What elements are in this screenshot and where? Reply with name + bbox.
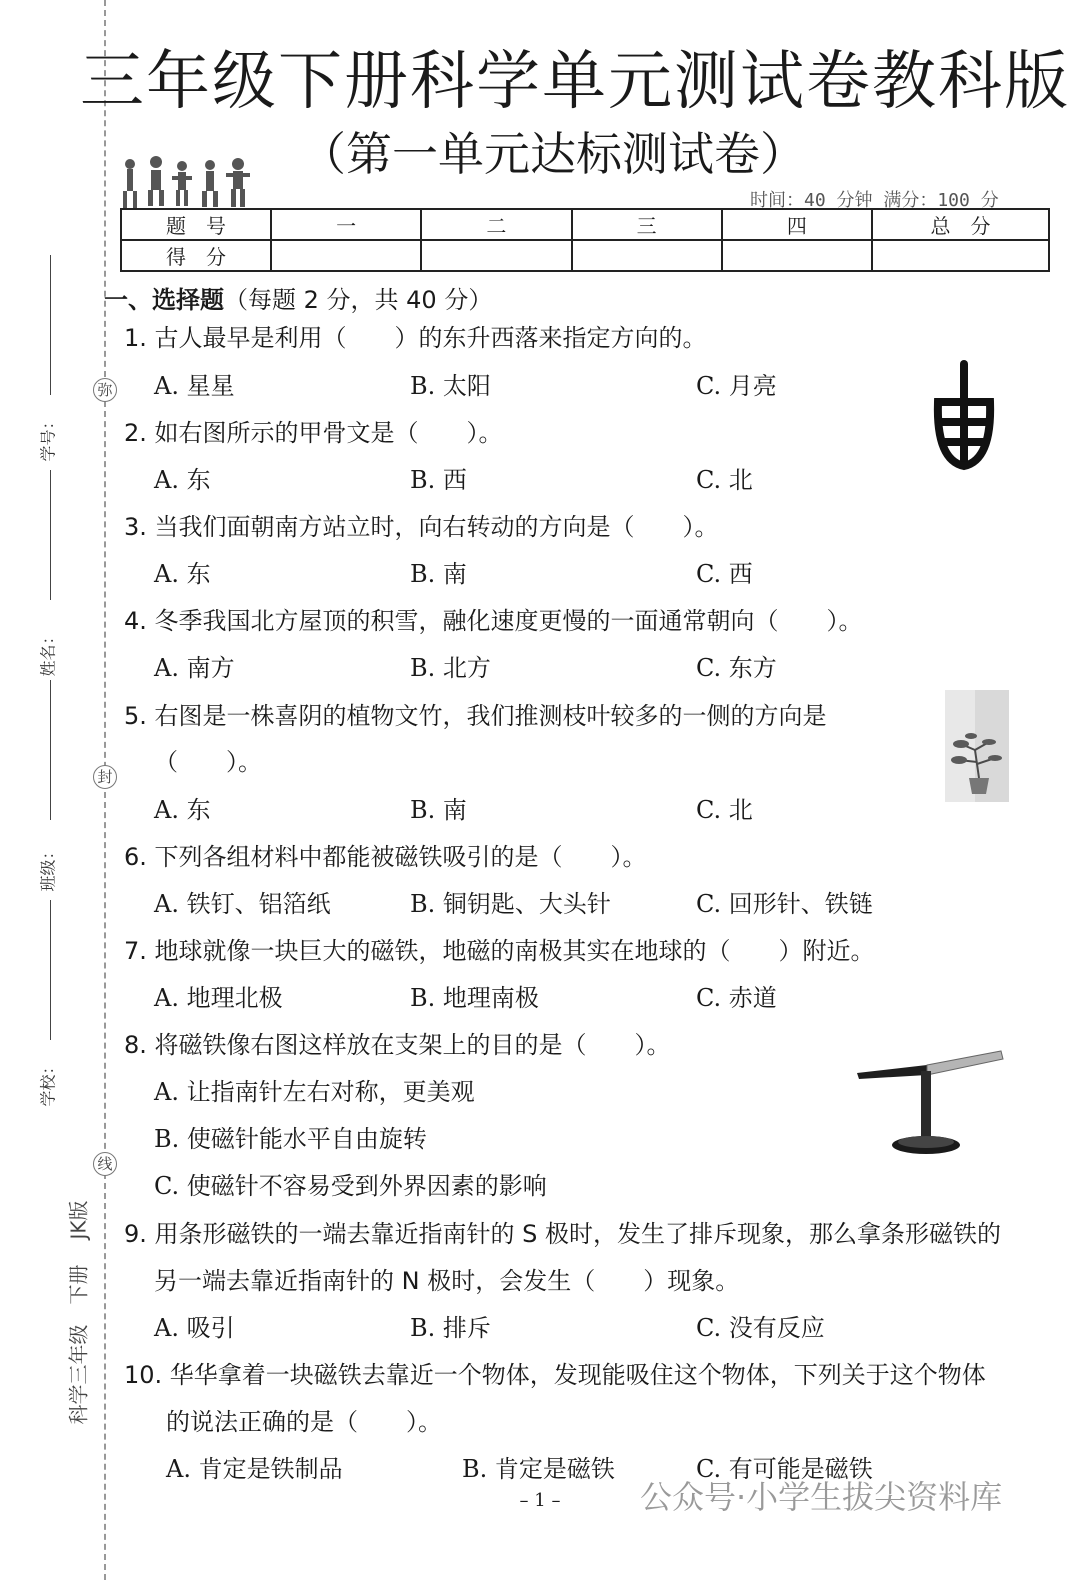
question-9-line2: 另一端去靠近指南针的 N 极时，会发生（ ）现象。: [154, 1267, 740, 1295]
q2-option-a: A. 东: [154, 466, 211, 494]
decorative-figures-icon: [118, 156, 253, 212]
score-header-2: 二: [421, 209, 571, 240]
q2-option-b: B. 西: [410, 466, 467, 494]
q5-option-a: A. 东: [154, 796, 211, 824]
score-cell-1[interactable]: [271, 240, 421, 271]
q4-option-c: C. 东方: [696, 654, 777, 682]
q1-option-c: C. 月亮: [696, 372, 777, 400]
seal-feng: 封: [93, 765, 117, 789]
q3-option-a: A. 东: [154, 560, 211, 588]
q5-option-c: C. 北: [696, 796, 753, 824]
section-note: （每题 2 分，共 40 分）: [224, 286, 493, 314]
field-line-id: [50, 255, 51, 395]
q1-option-a: A. 星星: [154, 372, 235, 400]
score-header-total: 总 分: [872, 209, 1049, 240]
score-cell-2[interactable]: [421, 240, 571, 271]
q6-option-a: A. 铁钉、铝箔纸: [154, 890, 331, 918]
book-tag-jk: JK版: [66, 1200, 91, 1240]
score-header-3: 三: [572, 209, 722, 240]
page-subtitle: （第一单元达标测试卷）: [300, 127, 806, 181]
field-school: 学校：: [38, 1058, 58, 1107]
plant-photo-icon: [945, 690, 1009, 802]
magnetic-needle-stand-icon: [855, 1045, 1005, 1165]
question-4: 4. 冬季我国北方屋顶的积雪，融化速度更慢的一面通常朝向（ ）。: [124, 607, 863, 635]
book-tag-volume: 下册: [66, 1264, 91, 1305]
question-3: 3. 当我们面朝南方站立时，向右转动的方向是（ ）。: [124, 513, 719, 541]
q10-option-a: A. 肯定是铁制品: [166, 1455, 343, 1483]
book-tag-subject: 科学三年级: [66, 1324, 91, 1425]
q9-option-b: B. 排斥: [410, 1314, 491, 1342]
q9-option-a: A. 吸引: [154, 1314, 235, 1342]
question-10: 10. 华华拿着一块磁铁去靠近一个物体，发现能吸住这个物体，下列关于这个物体: [124, 1361, 986, 1389]
q8-option-c: C. 使磁针不容易受到外界因素的影响: [154, 1172, 547, 1200]
q4-option-b: B. 北方: [410, 654, 491, 682]
field-line-name: [50, 470, 51, 600]
q4-option-a: A. 南方: [154, 654, 235, 682]
score-header-4: 四: [722, 209, 872, 240]
field-line-school: [50, 900, 51, 1040]
oracle-bone-glyph-icon: [928, 360, 1000, 474]
field-line-class: [50, 680, 51, 820]
q6-option-b: B. 铜钥匙、大头针: [410, 890, 611, 918]
section-heading: [104, 280, 492, 315]
binding-line: [104, 0, 106, 1580]
question-7: 7. 地球就像一块巨大的磁铁，地磁的南极其实在地球的（ ）附近。: [124, 937, 875, 965]
score-row-label: 得 分: [121, 240, 271, 271]
watermark: 公众号·小学生拔尖资料库: [640, 1478, 1003, 1516]
q7-option-c: C. 赤道: [696, 984, 777, 1012]
page-title: 三年级下册科学单元测试卷教科版: [80, 45, 1070, 119]
q10-option-c: C. 有可能是磁铁: [696, 1455, 873, 1483]
question-10-line2: 的说法正确的是（ ）。: [166, 1408, 442, 1436]
q8-option-b: B. 使磁针能水平自由旋转: [154, 1125, 427, 1153]
q9-option-c: C. 没有反应: [696, 1314, 825, 1342]
score-cell-3[interactable]: [572, 240, 722, 271]
score-header-1: 一: [271, 209, 421, 240]
score-cell-total[interactable]: [872, 240, 1049, 271]
question-8: 8. 将磁铁像右图这样放在支架上的目的是（ ）。: [124, 1031, 671, 1059]
q1-option-b: B. 太阳: [410, 372, 491, 400]
q3-option-b: B. 南: [410, 560, 467, 588]
q6-option-c: C. 回形针、铁链: [696, 890, 873, 918]
score-cell-4[interactable]: [722, 240, 872, 271]
field-name: 姓名：: [38, 628, 58, 677]
q8-option-a: A. 让指南针左右对称，更美观: [154, 1078, 475, 1106]
q2-option-c: C. 北: [696, 466, 753, 494]
time-score-info: 时间：40 分钟 满分：100 分: [750, 190, 999, 211]
score-table: [120, 208, 1050, 272]
q7-option-a: A. 地理北极: [154, 984, 283, 1012]
question-9: 9. 用条形磁铁的一端去靠近指南针的 S 极时，发生了排斥现象，那么拿条形磁铁的: [124, 1220, 1002, 1248]
seal-mi: 弥: [93, 378, 117, 402]
question-1: 1. 古人最早是利用（ ）的东升西落来指定方向的。: [124, 324, 707, 352]
page-number: – 1 –: [519, 1490, 561, 1511]
field-student-id: 学号：: [38, 413, 58, 462]
score-header-label: 题 号: [121, 209, 271, 240]
question-2: 2. 如右图所示的甲骨文是（ ）。: [124, 419, 503, 447]
question-5-blank: （ ）。: [154, 748, 262, 776]
question-6: 6. 下列各组材料中都能被磁铁吸引的是（ ）。: [124, 843, 647, 871]
q7-option-b: B. 地理南极: [410, 984, 539, 1012]
seal-xian: 线: [93, 1152, 117, 1176]
q5-option-b: B. 南: [410, 796, 467, 824]
q3-option-c: C. 西: [696, 560, 753, 588]
question-5: 5. 右图是一株喜阴的植物文竹，我们推测枝叶较多的一侧的方向是: [124, 702, 827, 730]
field-class: 班级：: [38, 843, 58, 892]
q10-option-b: B. 肯定是磁铁: [462, 1455, 615, 1483]
section-label: 一、选择题: [104, 286, 224, 314]
